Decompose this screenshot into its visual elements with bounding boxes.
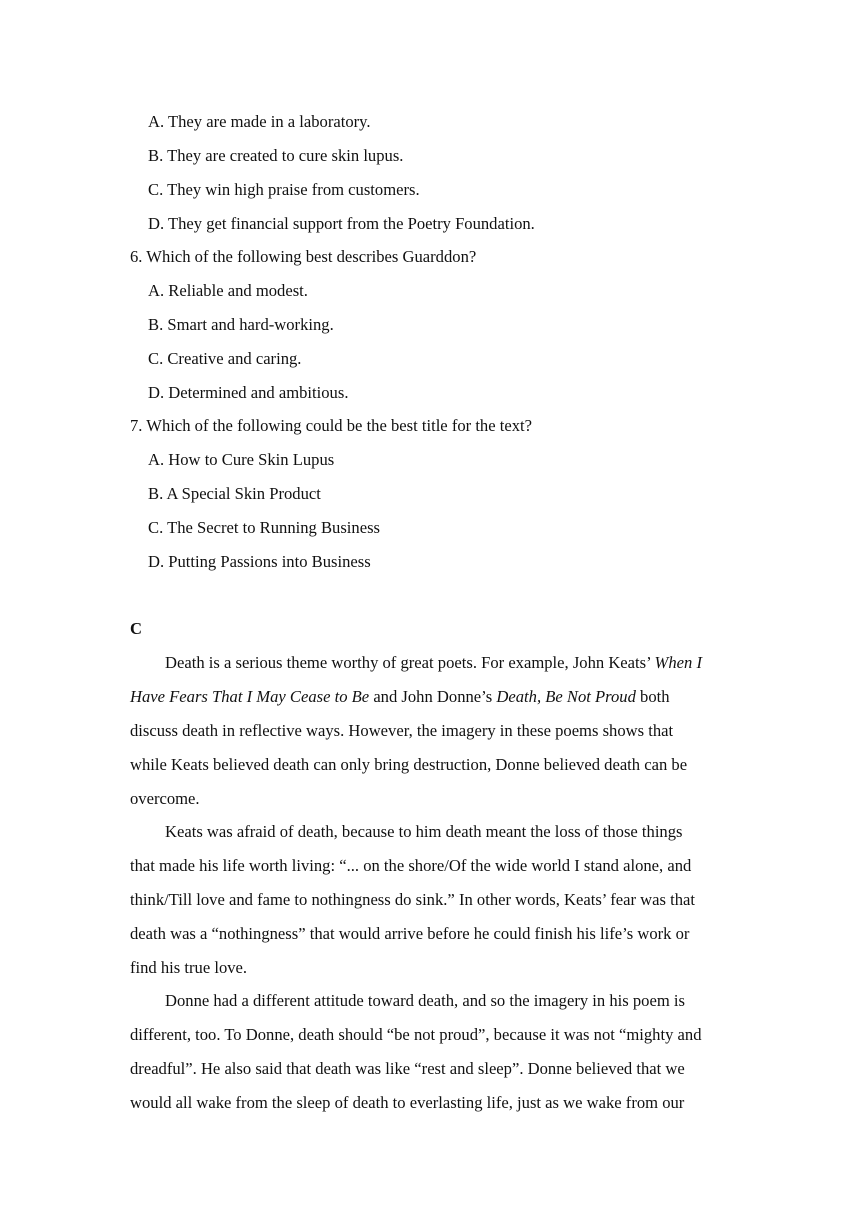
q6-option-b: B. Smart and hard-working.: [148, 315, 334, 334]
q7-option-d: D. Putting Passions into Business: [148, 552, 371, 571]
q7-option-b: B. A Special Skin Product: [148, 484, 321, 503]
paragraph-1-line-3: discuss death in reflective ways. However, the imagery in these poems shows that: [130, 721, 674, 740]
q6-question: 6. Which of the following best describes Guarddon?: [130, 247, 477, 266]
paragraph-3-line-4: would all wake from the sleep of death to everlasting life, just as we wake from our: [130, 1093, 685, 1112]
paragraph-1-line-1: Death is a serious theme worthy of great poets. For example, John Keats’ When I: [165, 653, 703, 672]
q5-option-b: B. They are created to cure skin lupus.: [148, 146, 404, 165]
q7-option-c: C. The Secret to Running Business: [148, 518, 380, 537]
q6-option-c: C. Creative and caring.: [148, 349, 302, 368]
section-heading: C: [130, 619, 142, 638]
q5-option-a: A. They are made in a laboratory.: [148, 112, 371, 131]
q6-option-a: A. Reliable and modest.: [148, 281, 308, 300]
paragraph-3-line-3: dreadful”. He also said that death was like “rest and sleep”. Donne believed that we: [130, 1059, 685, 1078]
paragraph-2-line-1: Keats was afraid of death, because to him death meant the loss of those things: [165, 822, 683, 841]
q7-option-a: A. How to Cure Skin Lupus: [148, 450, 335, 469]
paragraph-2-line-2: that made his life worth living: “... on the shore/Of the wide world I stand alone, and: [130, 856, 692, 875]
paragraph-3-line-2: different, too. To Donne, death should “be not proud”, because it was not “mighty and: [130, 1025, 702, 1044]
paragraph-2-line-4: death was a “nothingness” that would arrive before he could finish his life’s work or: [130, 924, 690, 943]
paragraph-1-line-5: overcome.: [130, 789, 200, 808]
paragraph-2-line-5: find his true love.: [130, 958, 248, 977]
q5-option-d: D. They get financial support from the Poetry Foundation.: [148, 214, 535, 233]
paragraph-2-line-3: think/Till love and fame to nothingness do sink.” In other words, Keats’ fear was that: [130, 890, 696, 909]
paragraph-3-line-1: Donne had a different attitude toward death, and so the imagery in his poem is: [165, 991, 685, 1010]
q7-question: 7. Which of the following could be the best title for the text?: [130, 416, 532, 435]
q6-option-d: D. Determined and ambitious.: [148, 383, 349, 402]
paragraph-1-line-4: while Keats believed death can only bring destruction, Donne believed death can be: [130, 755, 688, 774]
paragraph-1-line-2: Have Fears That I May Cease to Be and John Donne’s Death, Be Not Proud both: [130, 687, 670, 706]
q5-option-c: C. They win high praise from customers.: [148, 180, 420, 199]
